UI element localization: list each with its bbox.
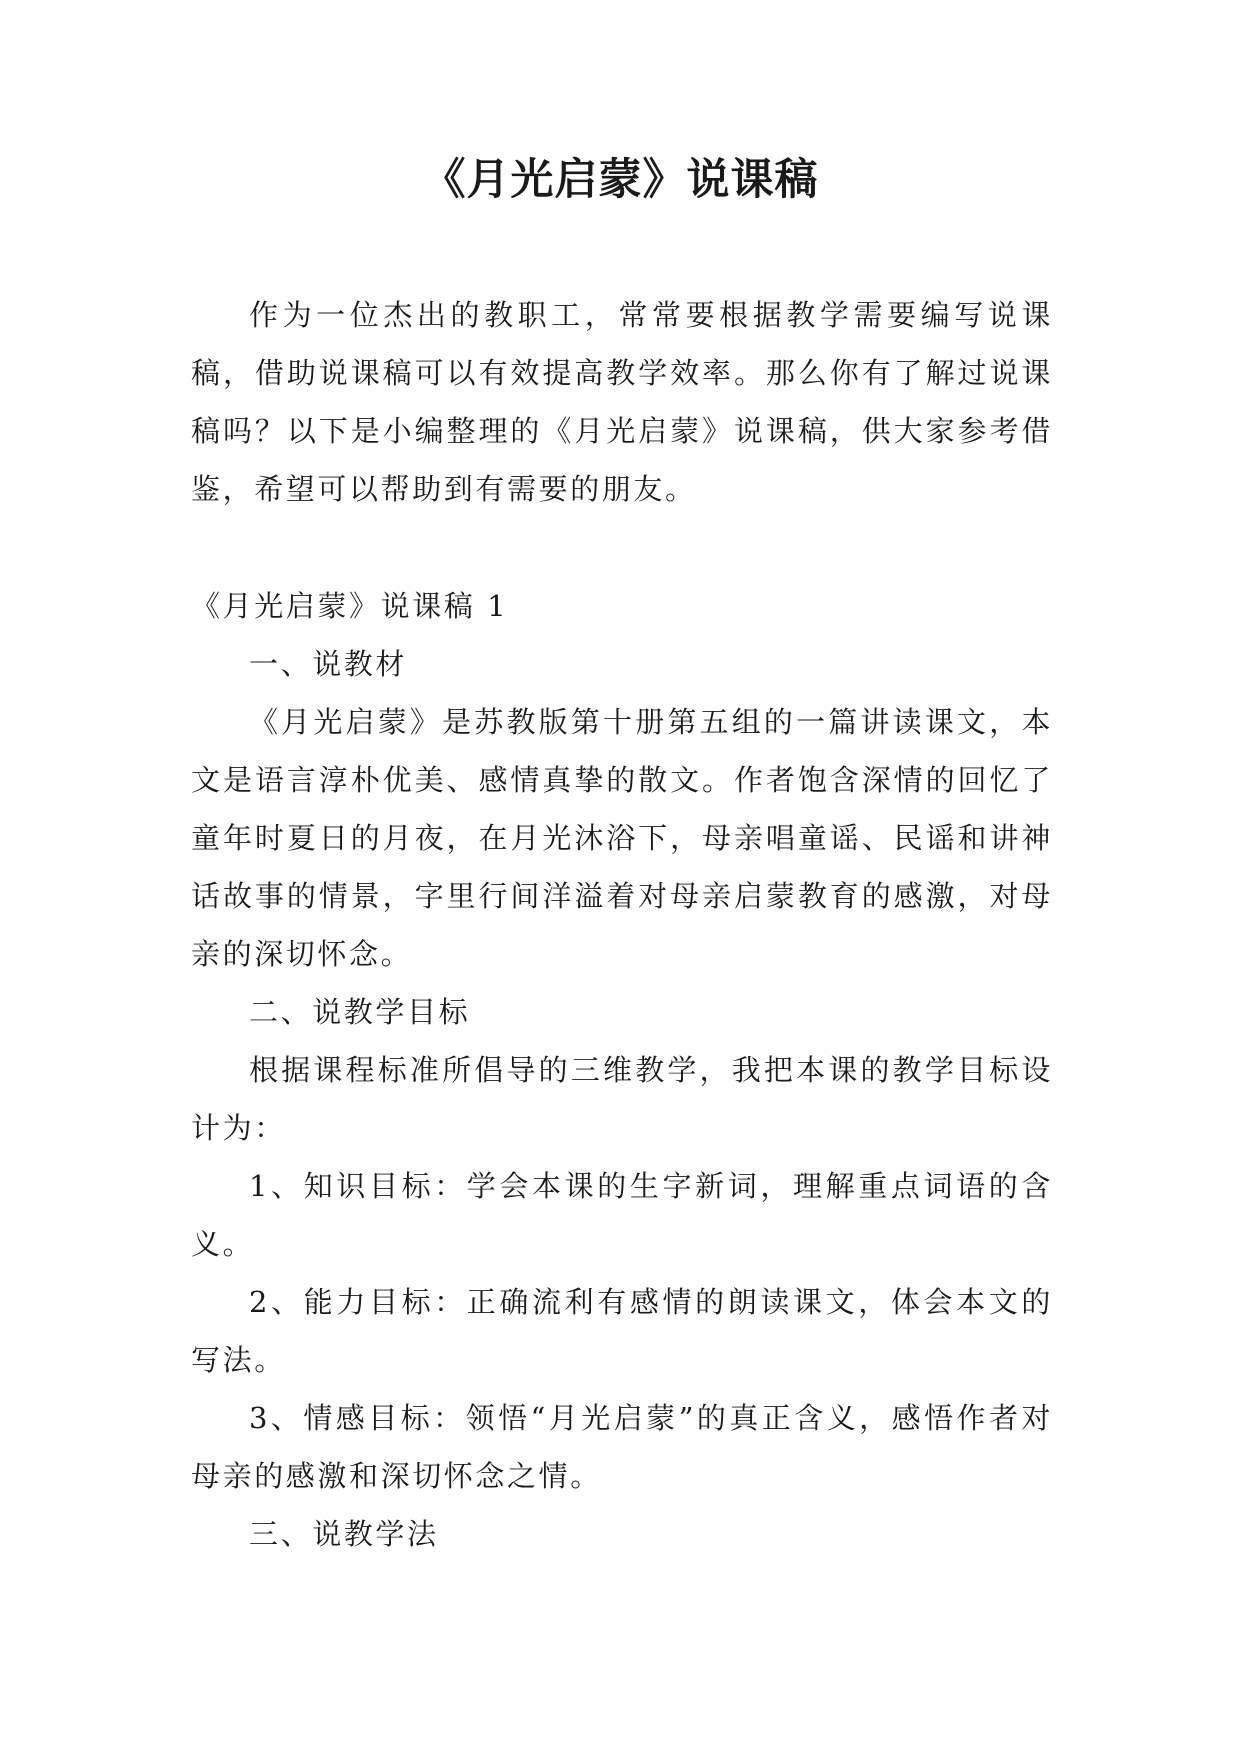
paragraph-teaching-material: 《月光启蒙》是苏教版第十册第五组的一篇讲读课文，本文是语言淳朴优美、感情真挚的散文。作者饱含深情的回忆了童年时夏日的月夜，在月光沐浴下，母亲唱童谣、民谣和讲神话故事的情景，字里行间洋溢着对母亲启蒙教育的感激，对母亲的深切怀念。 [191,705,1053,971]
goal-knowledge: 1、知识目标：学会本课的生字新词，理解重点词语的含义。 [191,1169,1053,1261]
heading-teaching-methods: 三、说教学法 [249,1517,439,1551]
intro-block [191,286,1053,518]
intro-paragraph: 作为一位杰出的教职工，常常要根据教学需要编写说课稿，借助说课稿可以有效提高教学效率。那么你有了解过说课稿吗？以下是小编整理的《月光启蒙》说课稿，供大家参考借鉴，希望可以帮助到有需要的朋友。 [191,298,1053,506]
heading-teaching-goals: 二、说教学目标 [249,995,471,1029]
content-block [191,577,1053,1563]
goal-ability: 2、能力目标：正确流利有感情的朗读课文，体会本文的写法。 [191,1285,1053,1377]
document-title: 《月光启蒙》说课稿 [422,155,819,205]
goal-emotion: 3、情感目标：领悟“月光启蒙”的真正含义，感悟作者对母亲的感激和深切怀念之情。 [191,1401,1053,1493]
paragraph-goals-intro: 根据课程标准所倡导的三维教学，我把本课的教学目标设计为： [191,1053,1053,1145]
heading-teaching-material: 一、说教材 [249,647,408,681]
section-title: 《月光启蒙》说课稿 1 [191,589,509,623]
